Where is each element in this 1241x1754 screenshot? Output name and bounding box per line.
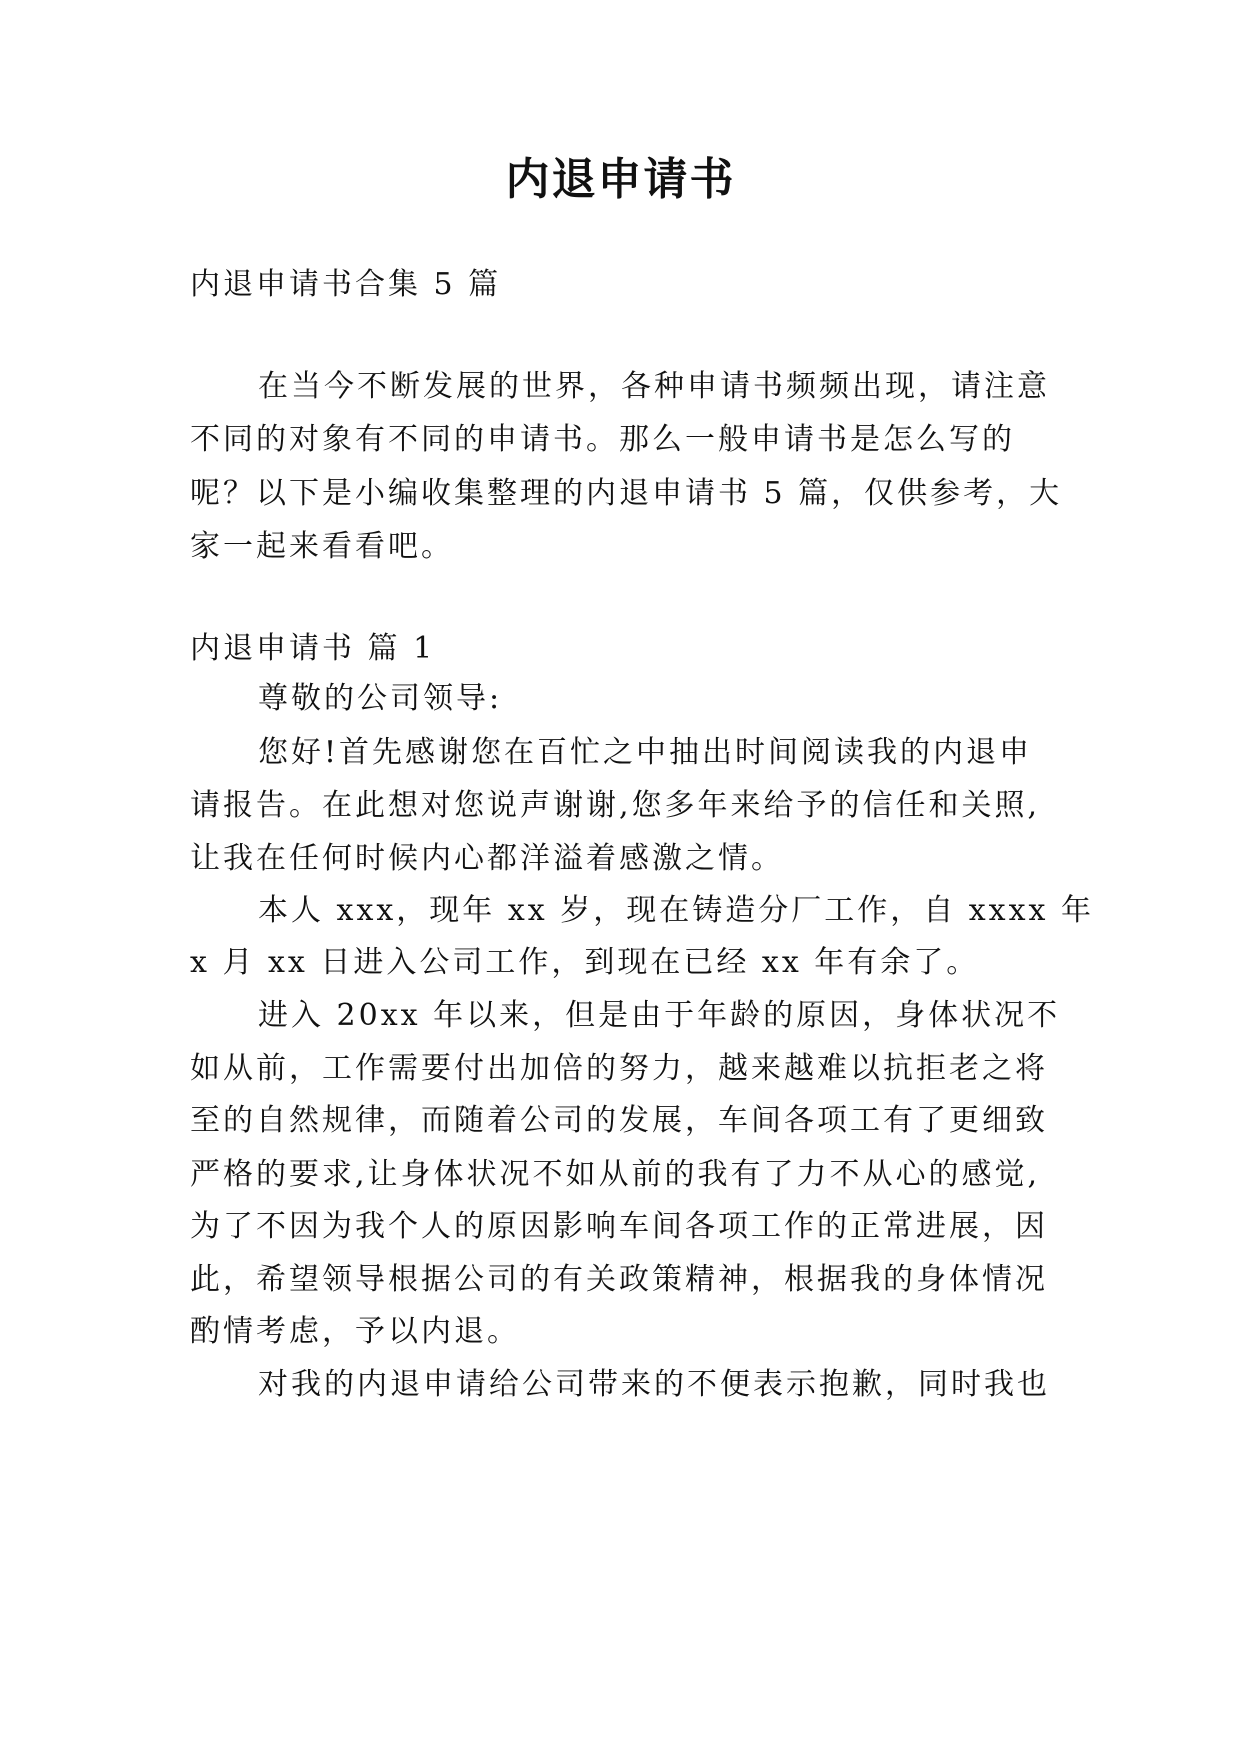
para3-line-5: 为了不因为我个人的原因影响车间各项工作的正常进展，因: [190, 1209, 1048, 1244]
para2-line-1: 本人 xxx，现年 xx 岁，现在铸造分厂工作，自 xxxx 年: [258, 893, 1094, 928]
intro-line-1: 在当今不断发展的世界，各种申请书频频出现，请注意: [258, 369, 1050, 404]
para1-line-2: 请报告。在此想对您说声谢谢,您多年来给予的信任和关照,: [190, 788, 1041, 823]
para3-line-6: 此，希望领导根据公司的有关政策精神，根据我的身体情况: [190, 1262, 1048, 1297]
document-subtitle: 内退申请书合集 5 篇: [190, 267, 502, 302]
intro-line-2: 不同的对象有不同的申请书。那么一般申请书是怎么写的: [190, 422, 1015, 457]
para3-line-1: 进入 20xx 年以来，但是由于年龄的原因，身体状况不: [258, 998, 1061, 1033]
intro-line-3: 呢？以下是小编收集整理的内退申请书 5 篇，仅供参考，大: [190, 476, 1063, 511]
para3-line-7: 酌情考虑，予以内退。: [190, 1314, 520, 1349]
para3-line-4: 严格的要求,让身体状况不如从前的我有了力不从心的感觉,: [190, 1157, 1041, 1192]
para4-line-1: 对我的内退申请给公司带来的不便表示抱歉，同时我也: [258, 1367, 1050, 1402]
salutation: 尊敬的公司领导:: [258, 681, 503, 716]
document-title: 内退申请书: [505, 154, 736, 205]
para3-line-2: 如从前，工作需要付出加倍的努力，越来越难以抗拒老之将: [190, 1051, 1048, 1086]
section-heading: 内退申请书 篇 1: [190, 631, 436, 666]
para1-line-1: 您好!首先感谢您在百忙之中抽出时间阅读我的内退申: [258, 735, 1033, 770]
para3-line-3: 至的自然规律，而随着公司的发展，车间各项工有了更细致: [190, 1103, 1048, 1138]
para2-line-2: x 月 xx 日进入公司工作，到现在已经 xx 年有余了。: [190, 945, 980, 980]
para1-line-3: 让我在任何时候内心都洋溢着感激之情。: [190, 841, 784, 876]
intro-line-4: 家一起来看看吧。: [190, 529, 454, 564]
